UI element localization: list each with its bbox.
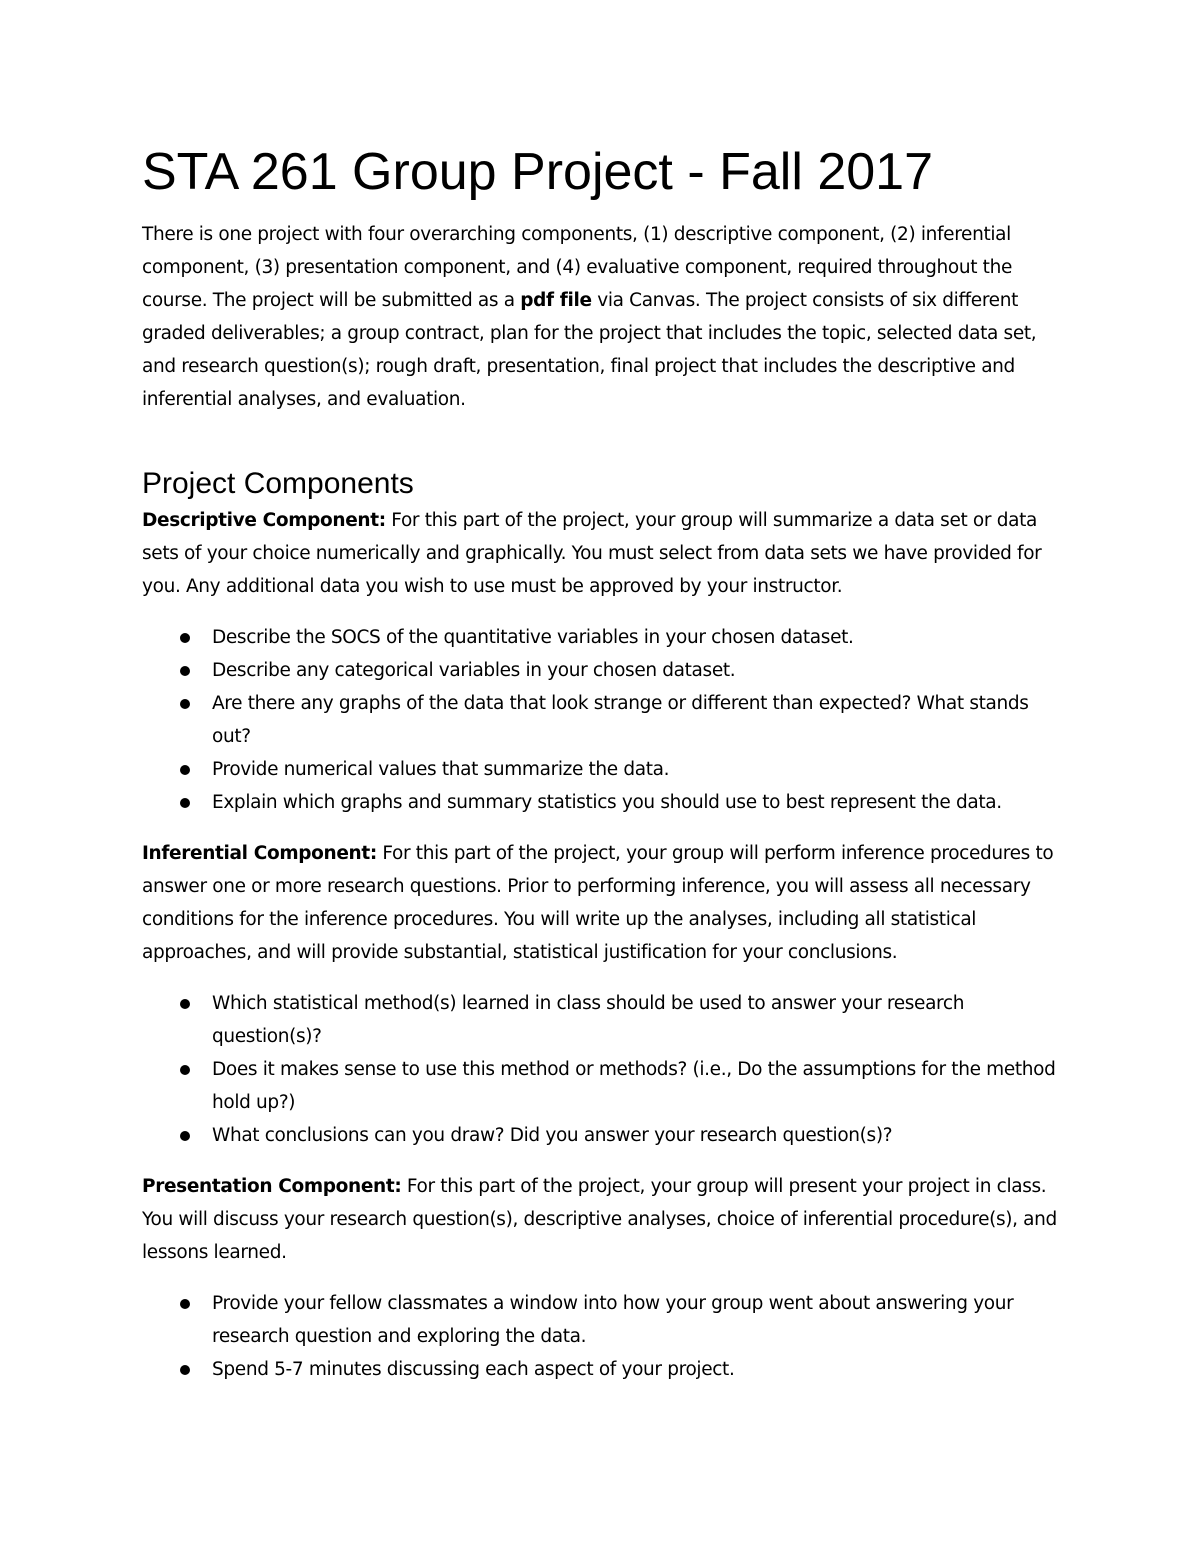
bullet-icon (180, 1065, 190, 1075)
list-item (142, 987, 1062, 1053)
list-item-text: Which statistical method(s) learned in class should be used to answer your research question(s)? (212, 993, 965, 1047)
list-item (142, 621, 1062, 654)
inferential-paragraph (142, 837, 1062, 969)
bullet-icon (180, 1131, 190, 1141)
intro-paragraph (142, 218, 1062, 416)
list-item-text: Spend 5-7 minutes discussing each aspect of your project. (212, 1359, 735, 1380)
inferential-text: For this part of the project, your group will perform inference procedures to answer one or more research questions. Prior to performing inference, you will assess all necessary conditions for the inference procedures. You will write up the analyses, including all statistical approaches, and will provide substantial, statistical justification for your conclusions. (142, 843, 1054, 963)
descriptive-label: Descriptive Component: (142, 510, 386, 531)
intro-text-2: via Canvas. The project consists of six different graded deliverables; a group contract, plan for the project that includes the topic, selected data set, and research question(s); rough draft, presentation, final project that includes the descriptive and inferential analyses, and evaluation. (142, 290, 1037, 410)
inferential-list (142, 987, 1062, 1152)
intro-text-1: There is one project with four overarching components, (1) descriptive component, (2) inferential component, (3) presentation component, and (4) evaluative component, required throughout the course. The project will be submitted as a (142, 224, 1012, 311)
bullet-icon (180, 765, 190, 775)
list-item-text: What conclusions can you draw? Did you answer your research question(s)? (212, 1125, 893, 1146)
bullet-icon (180, 666, 190, 676)
list-item-text: Are there any graphs of the data that look strange or different than expected? What stands out? (212, 693, 1029, 747)
list-item (142, 786, 1062, 819)
list-item (142, 1353, 1062, 1386)
document-page (142, 140, 1062, 1404)
presentation-text: For this part of the project, your group will present your project in class. You will discuss your research question(s), descriptive analyses, choice of inferential procedure(s), and lessons learned. (142, 1176, 1057, 1263)
list-item (142, 687, 1062, 753)
list-item (142, 753, 1062, 786)
list-item-text: Provide your fellow classmates a window into how your group went about answering your research question and exploring the data. (212, 1293, 1014, 1347)
list-item (142, 1053, 1062, 1119)
bullet-icon (180, 1365, 190, 1375)
list-item (142, 654, 1062, 687)
list-item-text: Describe the SOCS of the quantitative variables in your chosen dataset. (212, 627, 854, 648)
list-item-text: Provide numerical values that summarize the data. (212, 759, 670, 780)
descriptive-list (142, 621, 1062, 819)
presentation-paragraph (142, 1170, 1062, 1269)
list-item (142, 1119, 1062, 1152)
bullet-icon (180, 999, 190, 1009)
list-item-text: Describe any categorical variables in your chosen dataset. (212, 660, 736, 681)
presentation-list (142, 1287, 1062, 1386)
bullet-icon (180, 699, 190, 709)
descriptive-paragraph (142, 504, 1062, 603)
list-item-text: Does it makes sense to use this method or methods? (i.e., Do the assumptions for the method hold up?) (212, 1059, 1056, 1113)
bullet-icon (180, 633, 190, 643)
inferential-label: Inferential Component: (142, 843, 377, 864)
bullet-icon (180, 1299, 190, 1309)
intro-bold-text: pdf file (520, 290, 592, 311)
document-title: STA 261 Group Project - Fall 2017 (142, 143, 933, 201)
presentation-label: Presentation Component: (142, 1176, 402, 1197)
descriptive-text: For this part of the project, your group will summarize a data set or data sets of your choice numerically and graphically. You must select from data sets we have provided for you. Any additional data you wish to use must be approved by your instructor. (142, 510, 1042, 597)
bullet-icon (180, 798, 190, 808)
list-item (142, 1287, 1062, 1353)
components-heading: Project Components (142, 467, 414, 500)
list-item-text: Explain which graphs and summary statistics you should use to best represent the data. (212, 792, 1002, 813)
